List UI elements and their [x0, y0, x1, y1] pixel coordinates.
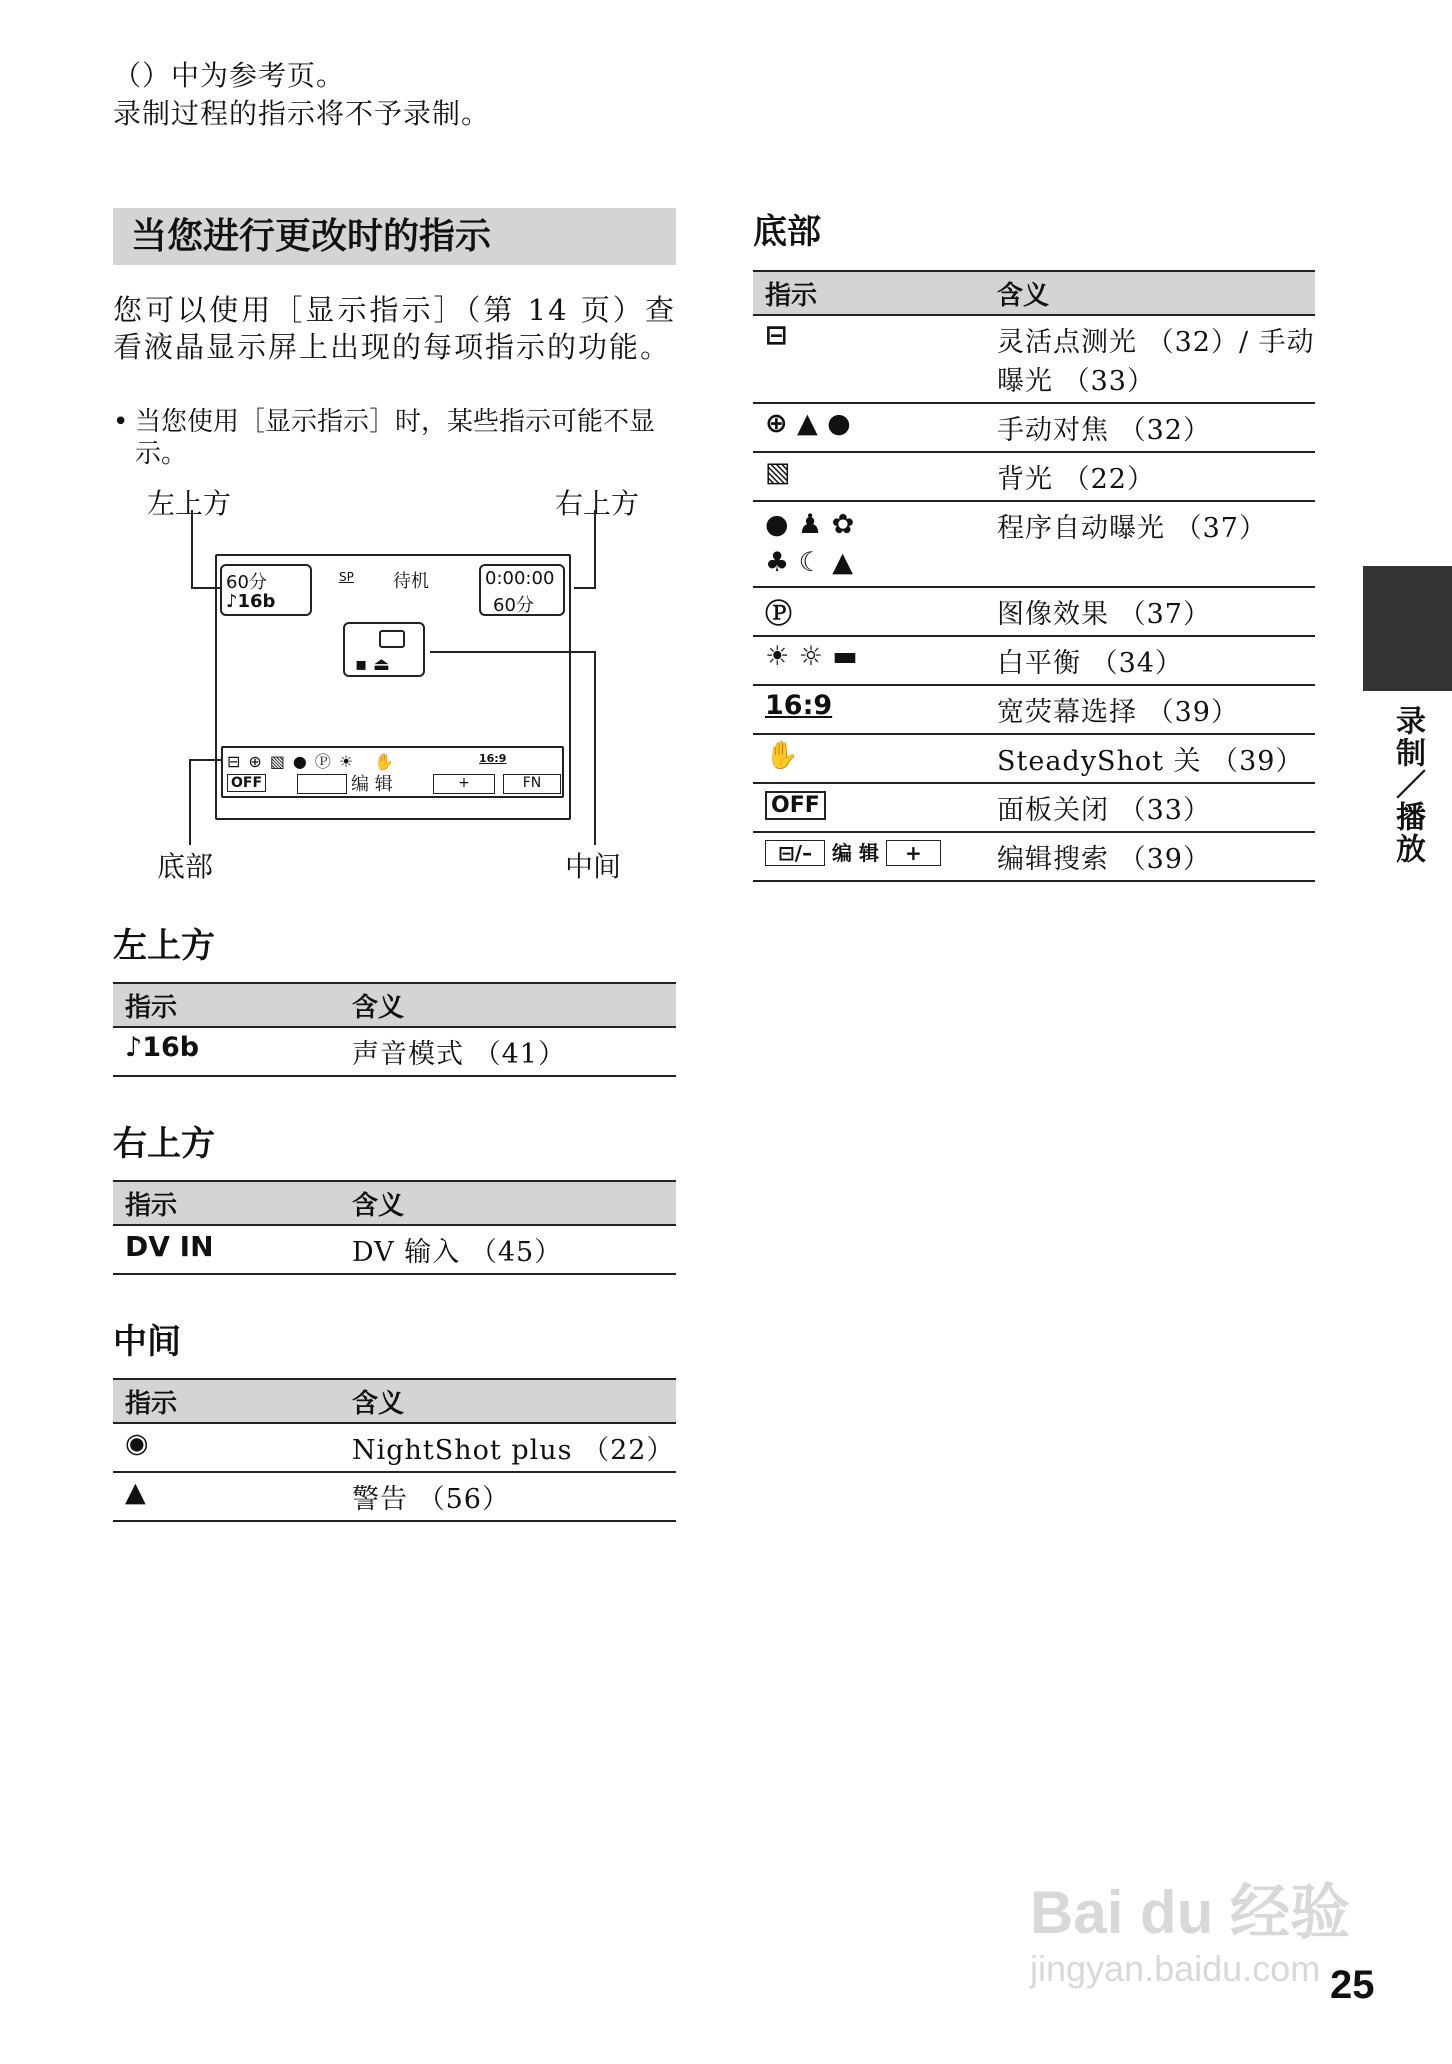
warning-icon: ▲ [113, 1472, 340, 1521]
nightshot-icon: ◉ [113, 1423, 340, 1472]
manual-focus-icon: ⊕ ▲ ● [753, 403, 985, 452]
bottom-icon-row: ⊟⊕▧●Ⓟ☀ ✋ [227, 752, 403, 771]
table-row: Ⓟ 图像效果 （37） [753, 587, 1315, 636]
standby-text: 待机 [393, 571, 429, 592]
intro-text: 您可以使用［显示指示］（第 14 页）查看液晶显示屏上出现的每项指示的功能。 [113, 293, 676, 364]
bullet-note: • 当您使用［显示指示］时，某些指示可能不显 示。 [113, 406, 676, 470]
panel-off-icon: OFF [753, 783, 985, 832]
time-text: 0:00:00 [485, 568, 555, 589]
table-row: DV IN DV 输入 （45） [113, 1225, 676, 1274]
table-row: ♪16b 声音模式 （41） [113, 1027, 676, 1076]
battery-text: 60分 [226, 572, 267, 593]
section-title: 当您进行更改时的指示 [113, 208, 676, 265]
bullet-line1: 当您使用［显示指示］时，某些指示可能不显 [135, 407, 656, 437]
top-left-box [220, 564, 312, 616]
bottom-title: 底部 [753, 212, 821, 252]
top-left-table [113, 982, 676, 1077]
bottom-box [221, 746, 564, 798]
fn-text: FN [503, 774, 561, 794]
top-right-table: 指示 含义 DV IN DV 输入 （45） [113, 1180, 676, 1275]
reference-note: （）中为参考页。 [113, 59, 346, 92]
table-row: 16:9 宽荧幕选择 （39） [753, 685, 1315, 734]
table-row: ☀ ☼ ▬ 白平衡 （34） [753, 636, 1315, 685]
label-middle: 中间 [565, 850, 622, 883]
wide-select-icon: 16:9 [753, 685, 985, 734]
table-row: ▧ 背光 （22） [753, 452, 1315, 501]
warning-icon: ▪ ⏏ [355, 654, 390, 675]
white-balance-icon: ☀ ☼ ▬ [753, 636, 985, 685]
remain-text: 60分 [493, 595, 534, 616]
plus-text: + [433, 774, 495, 794]
audio-mode-icon: ♪16b [113, 1027, 340, 1076]
picture-effect-icon: Ⓟ [753, 587, 985, 636]
sp-text: SP [339, 570, 354, 584]
program-ae-icon: ● ♟ ✿ ♣ ☾ ▲ [753, 501, 985, 587]
top-right-title: 右上方 [113, 1124, 215, 1164]
table-row: ▲ 警告 （56） [113, 1472, 676, 1521]
edit-text: 编 辑 [351, 774, 393, 795]
recording-note: 录制过程的指示将不予录制。 [113, 97, 491, 130]
edit-search-icon [297, 774, 347, 794]
table-row: ● ♟ ✿ ♣ ☾ ▲ 程序自动曝光 （37） [753, 501, 1315, 587]
spot-meter-icon: ⊟ [753, 315, 985, 403]
table-row: ⊟ 灵活点测光 （32）/ 手动曝光 （33） [753, 315, 1315, 403]
page-number: 25 [1330, 1963, 1375, 2007]
top-right-box [479, 564, 565, 616]
table-row: OFF 面板关闭 （33） [753, 783, 1315, 832]
steadyshot-off-icon: ✋ [753, 734, 985, 783]
table-row: ✋ SteadyShot 关 （39） [753, 734, 1315, 783]
header-indicator: 指示 [113, 983, 340, 1027]
label-bottom: 底部 [157, 850, 214, 883]
wide-text: 16:9 [479, 752, 507, 765]
edit-search-icon: ⊟/– 编 辑 + [753, 832, 985, 881]
watermark-brand: Bai du 经验 [1030, 1879, 1351, 1946]
bullet-line2: 示。 [135, 439, 188, 469]
nightshot-icon [379, 630, 405, 648]
watermark-url: jingyan.baidu.com [1030, 1948, 1321, 1989]
label-top-left: 左上方 [147, 487, 232, 520]
side-tab-label: 录制／播放 [1390, 705, 1425, 865]
middle-title: 中间 [113, 1322, 181, 1362]
lcd-off-text: OFF [227, 774, 266, 792]
bottom-table: 指示 含义 ⊟ 灵活点测光 （32）/ 手动曝光 （33） ⊕ ▲ ● 手动对焦 （32） ▧ 背光 （22） ● ♟ ✿ ♣ ☾ ▲ 程序自动曝光 （37） Ⓟ 图像效果 （37） ☀ ☼ ▬ 白平衡 （34） 16:9 宽荧幕选择 （39） ✋ SteadyShot 关 （39） OFF 面板关闭 （33） ⊟/– 编 辑 + 编辑搜索 （39） [753, 270, 1315, 882]
label-top-right: 右上方 [555, 487, 640, 520]
header-meaning: 含义 [340, 983, 676, 1027]
table-row: ⊟/– 编 辑 + 编辑搜索 （39） [753, 832, 1315, 881]
table-row: ⊕ ▲ ● 手动对焦 （32） [753, 403, 1315, 452]
middle-box [343, 622, 425, 677]
top-left-title: 左上方 [113, 926, 215, 966]
side-tab-marker [1363, 566, 1452, 691]
backlight-icon: ▧ [753, 452, 985, 501]
middle-table: 指示 含义 ◉ NightShot plus （22） ▲ 警告 （56） [113, 1378, 676, 1522]
table-row: ◉ NightShot plus （22） [113, 1423, 676, 1472]
audio-text: ♪16b [226, 591, 276, 612]
dv-in-icon: DV IN [113, 1225, 340, 1274]
